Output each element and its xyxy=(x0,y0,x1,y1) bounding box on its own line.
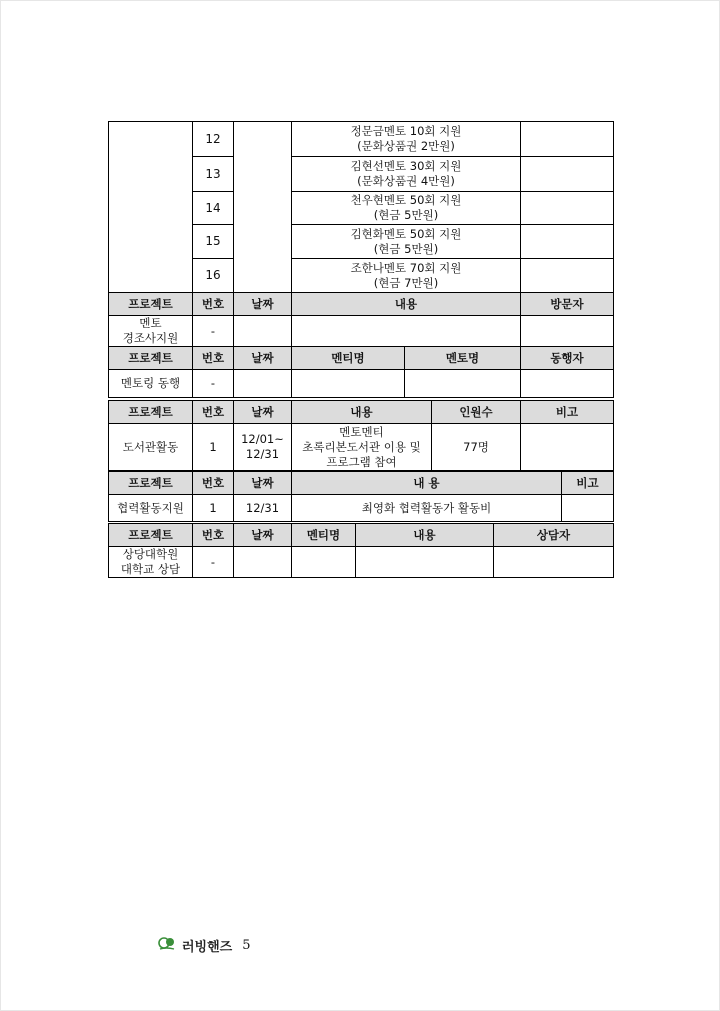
project-line: 상당대학원 xyxy=(122,547,179,561)
header-number: 번호 xyxy=(193,524,234,547)
mentoring-companion-table xyxy=(108,346,614,398)
header-project: 프로젝트 xyxy=(109,472,193,495)
table-row xyxy=(109,424,614,471)
header-number: 번호 xyxy=(193,472,234,495)
visitor-cell xyxy=(521,225,614,259)
table-row xyxy=(109,370,614,398)
table-row xyxy=(109,122,614,157)
content-line: 천우현멘토 50회 지원 xyxy=(350,193,462,207)
note-cell xyxy=(562,495,614,522)
visitor-cell xyxy=(521,192,614,225)
companion-cell xyxy=(521,370,614,398)
table-row xyxy=(109,316,614,347)
content-line: 김현선멘토 30회 지원 xyxy=(350,159,462,173)
project-line: 경조사지원 xyxy=(122,331,179,345)
condolence-support-table xyxy=(108,292,614,347)
content-line: 정문금멘토 10회 지원 xyxy=(350,124,462,138)
date-line: 12/01~ xyxy=(241,432,284,446)
header-count: 인원수 xyxy=(432,401,521,424)
row-number: 13 xyxy=(193,157,234,192)
content-line: (현금 5만원) xyxy=(373,241,439,256)
project-line: 대학교 상담 xyxy=(120,562,181,576)
content-cell xyxy=(292,192,521,225)
content-line: (문화상품권 2만원) xyxy=(357,139,455,153)
mentee-cell xyxy=(292,370,405,398)
content-line: 김현화멘토 50회 지원 xyxy=(350,226,462,241)
project-line: 멘토 xyxy=(139,316,162,330)
header-project: 프로젝트 xyxy=(109,293,193,316)
header-row xyxy=(109,472,614,495)
row-number: - xyxy=(193,370,234,398)
content-cell xyxy=(292,122,521,157)
row-number: - xyxy=(193,547,234,578)
content-line: 프로그램 참여 xyxy=(326,454,397,469)
row-number: 16 xyxy=(193,259,234,293)
project-cell xyxy=(109,547,193,578)
header-mentee: 멘티명 xyxy=(292,347,405,370)
date-cell xyxy=(234,424,292,471)
mentee-cell xyxy=(292,547,356,578)
date-cell: 12/31 xyxy=(234,495,292,522)
content-cell xyxy=(292,225,521,259)
count-cell: 77명 xyxy=(432,424,521,471)
counseling-table xyxy=(108,523,614,578)
header-visitor: 방문자 xyxy=(521,293,614,316)
header-row xyxy=(109,401,614,424)
header-row xyxy=(109,293,614,316)
header-date: 날짜 xyxy=(234,401,292,424)
header-content: 내용 xyxy=(292,401,432,424)
header-mentor: 멘토명 xyxy=(405,347,521,370)
mentor-cell xyxy=(405,370,521,398)
heart-leaf-icon xyxy=(158,935,178,955)
content-line: 초록리본도서관 이용 및 xyxy=(302,439,421,454)
date-line: 12/31 xyxy=(245,447,280,461)
logo-text: 러빙핸즈 xyxy=(182,939,233,955)
visitor-cell xyxy=(521,259,614,293)
content-cell xyxy=(292,424,432,471)
row-number: 1 xyxy=(193,424,234,471)
content-cell xyxy=(292,157,521,192)
header-counselor: 상담자 xyxy=(494,524,614,547)
support-rows-table xyxy=(108,121,614,293)
header-number: 번호 xyxy=(193,293,234,316)
header-project: 프로젝트 xyxy=(109,347,193,370)
header-mentee: 멘티명 xyxy=(292,524,356,547)
counselor-cell xyxy=(494,547,614,578)
row-number: - xyxy=(193,316,234,347)
header-content: 내용 xyxy=(356,524,494,547)
header-date: 날짜 xyxy=(234,293,292,316)
content-cell xyxy=(356,547,494,578)
cooperation-support-table xyxy=(108,471,614,522)
project-cell xyxy=(109,316,193,347)
content-cell xyxy=(292,259,521,293)
content-cell xyxy=(292,316,521,347)
date-cell xyxy=(234,547,292,578)
header-project: 프로젝트 xyxy=(109,524,193,547)
row-number: 12 xyxy=(193,122,234,157)
header-number: 번호 xyxy=(193,401,234,424)
content-line: (현금 5만원) xyxy=(373,208,439,222)
header-content: 내 용 xyxy=(292,472,562,495)
header-date: 날짜 xyxy=(234,347,292,370)
header-note: 비고 xyxy=(521,401,614,424)
visitor-cell xyxy=(521,157,614,192)
table-row xyxy=(109,495,614,522)
row-number: 14 xyxy=(193,192,234,225)
header-date: 날짜 xyxy=(234,524,292,547)
header-content: 내용 xyxy=(292,293,521,316)
header-note: 비고 xyxy=(562,472,614,495)
content-cell: 최영화 협력활동가 활동비 xyxy=(292,495,562,522)
header-project: 프로젝트 xyxy=(109,401,193,424)
project-cell: 도서관활동 xyxy=(109,424,193,471)
project-cell xyxy=(109,122,193,293)
content-line: (문화상품권 4만원) xyxy=(357,174,455,188)
page-number: 5 xyxy=(242,937,251,953)
table-row xyxy=(109,547,614,578)
date-cell xyxy=(234,370,292,398)
header-date: 날짜 xyxy=(234,472,292,495)
content-line: (현금 7만원) xyxy=(373,275,439,290)
date-cell xyxy=(234,122,292,293)
row-number: 15 xyxy=(193,225,234,259)
row-number: 1 xyxy=(193,495,234,522)
page-footer xyxy=(158,935,251,955)
content-line: 조한나멘토 70회 지원 xyxy=(350,260,462,275)
header-row xyxy=(109,524,614,547)
header-number: 번호 xyxy=(193,347,234,370)
project-cell: 멘토링 동행 xyxy=(109,370,193,398)
header-row xyxy=(109,347,614,370)
visitor-cell xyxy=(521,316,614,347)
library-activity-table xyxy=(108,400,614,471)
content-line: 멘토멘티 xyxy=(339,424,384,439)
project-cell: 협력활동지원 xyxy=(109,495,193,522)
header-companion: 동행자 xyxy=(521,347,614,370)
note-cell xyxy=(521,424,614,471)
date-cell xyxy=(234,316,292,347)
visitor-cell xyxy=(521,122,614,157)
